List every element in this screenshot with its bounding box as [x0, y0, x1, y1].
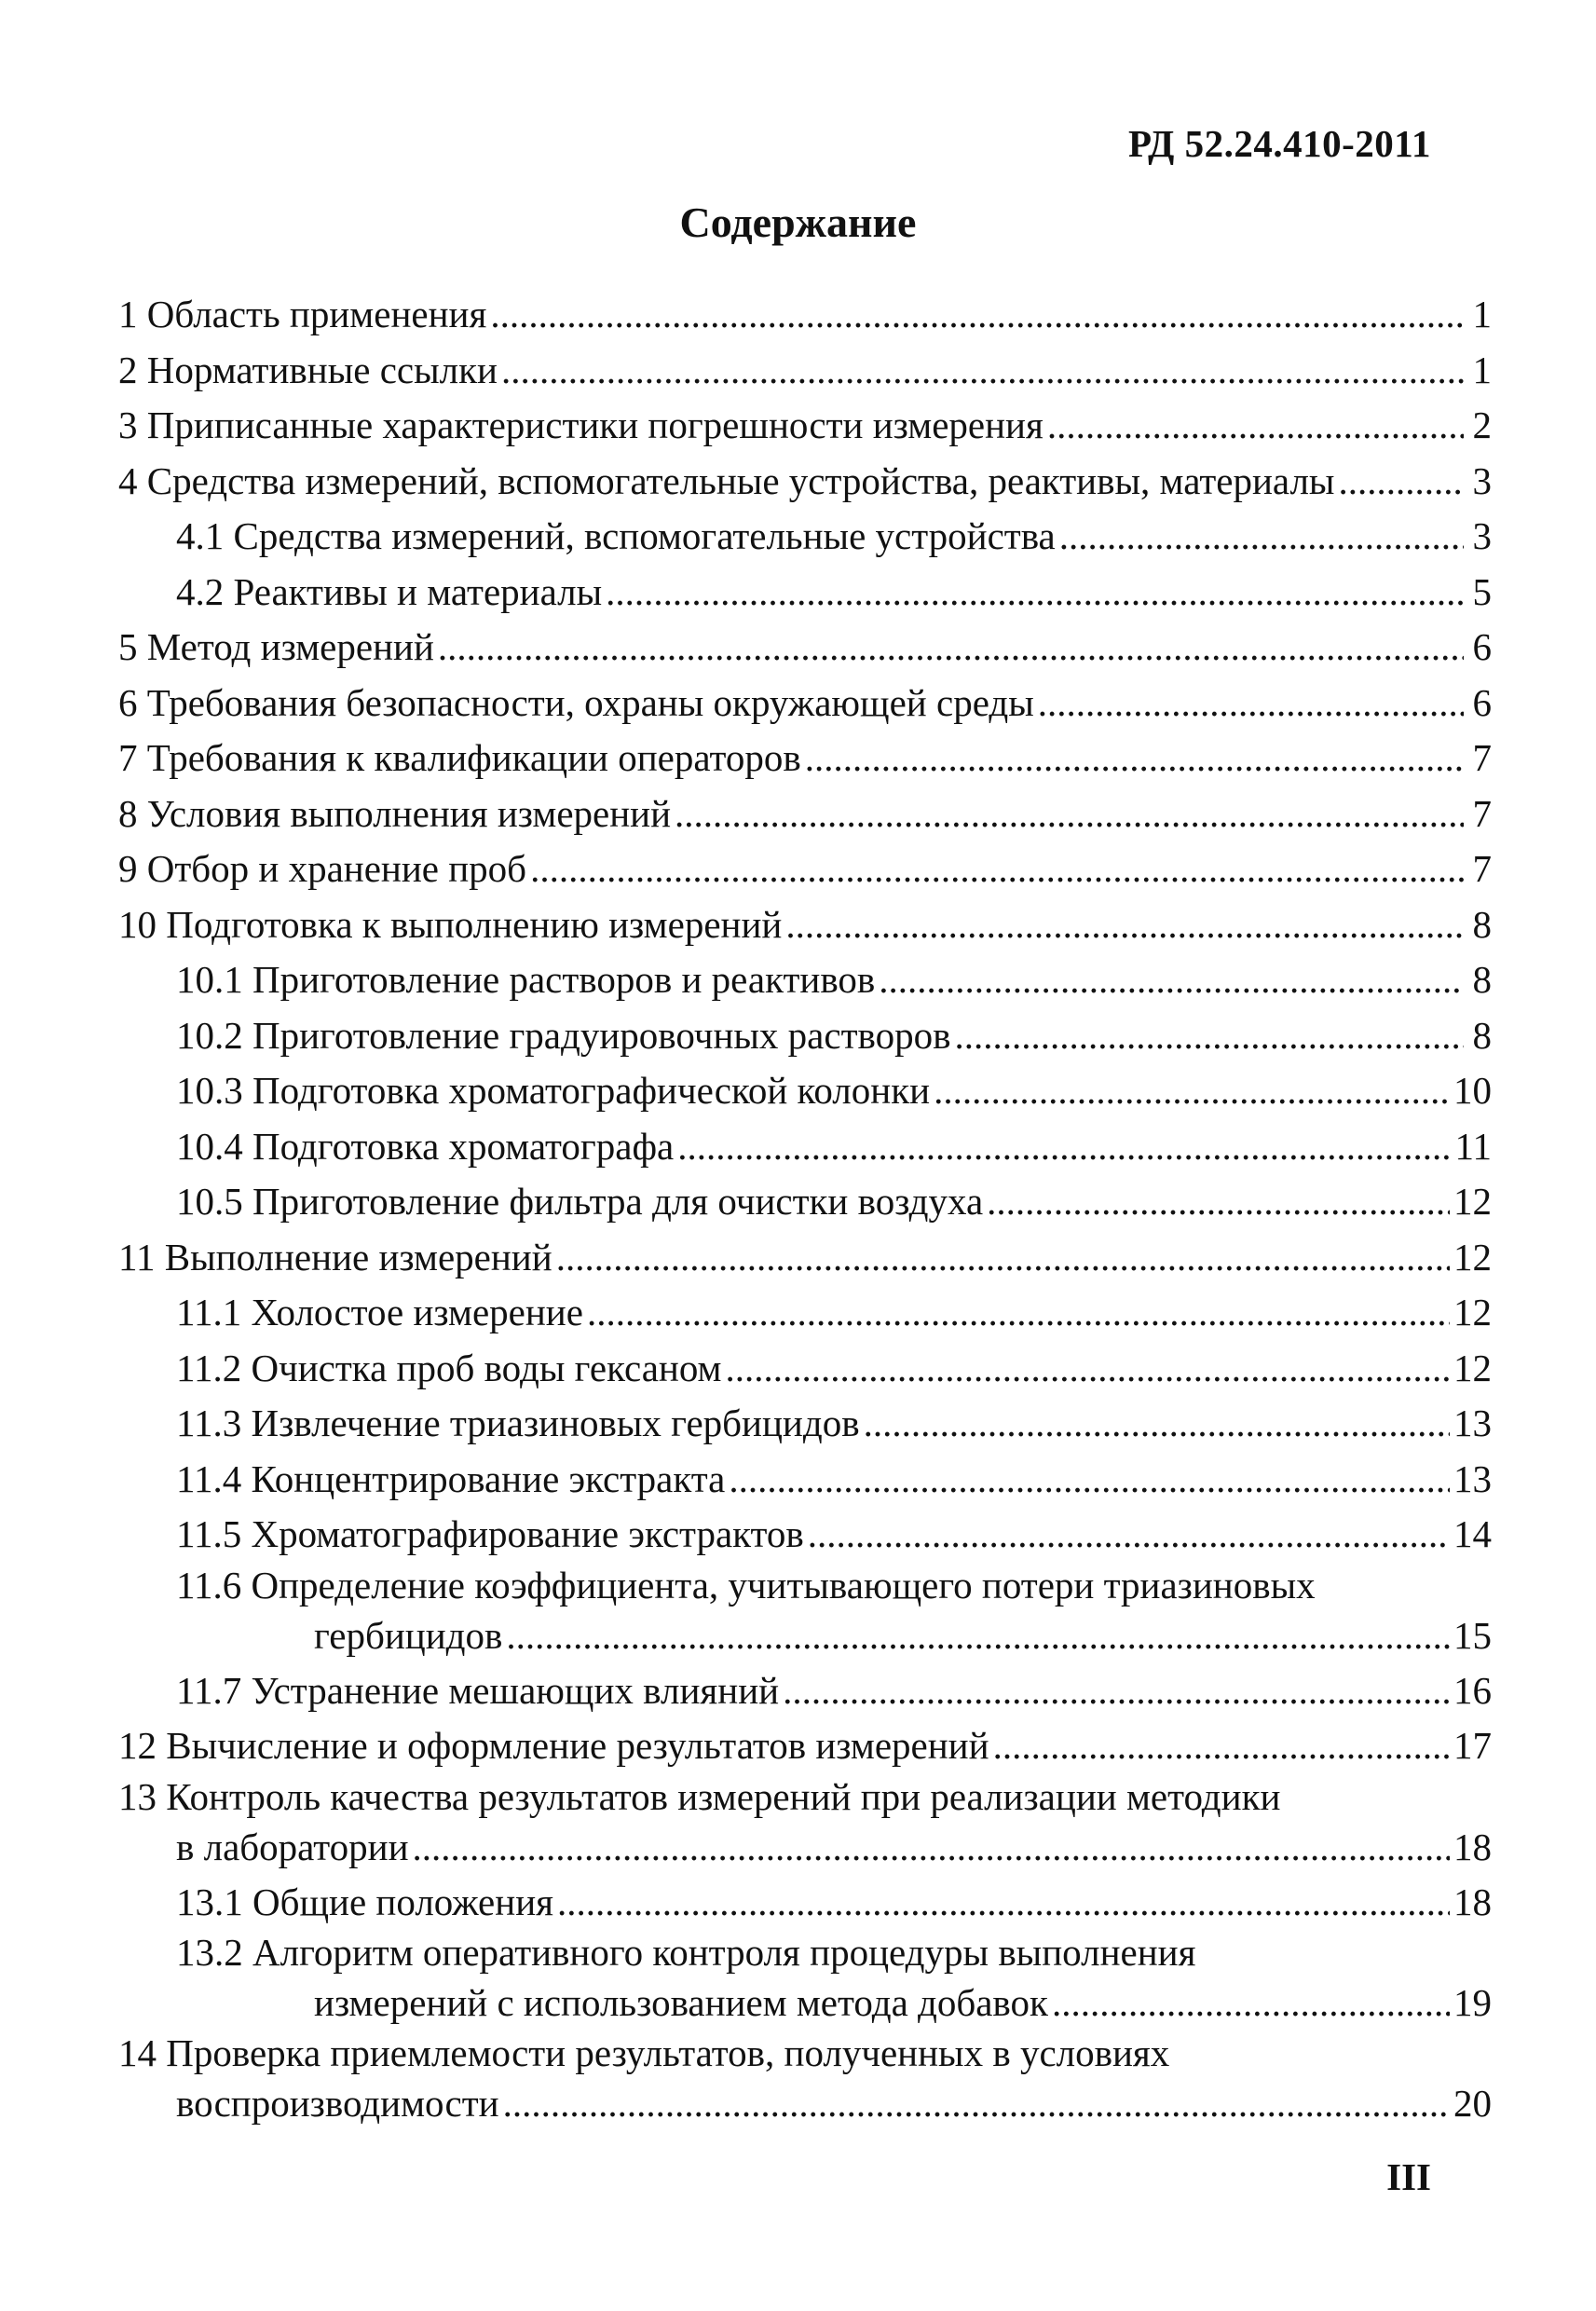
toc-entry-label: 13.1 Общие положения	[176, 1880, 553, 1923]
toc-entry-page: 6	[1472, 625, 1492, 668]
toc-entry-label-continuation: в лаборатории	[176, 1825, 409, 1868]
toc-subentry[interactable]	[118, 1063, 1492, 1119]
toc-entry-page: 18	[1453, 1825, 1492, 1868]
toc-leader-dots	[606, 565, 1464, 621]
toc-entry-label: 4 Средства измерений, вспомогательные устройства, реактивы, материалы	[118, 458, 1335, 502]
toc-entry-page: 14	[1453, 1512, 1492, 1555]
toc-entry[interactable]	[118, 1230, 1492, 1286]
toc-leader-dots	[934, 1063, 1450, 1119]
toc-entry-label: 5 Метод измерений	[118, 625, 434, 668]
toc-entry-label: 1 Область применения	[118, 293, 487, 335]
toc-entry[interactable]	[118, 620, 1492, 676]
toc-entry-page: 12	[1453, 1235, 1492, 1279]
toc-subentry[interactable]	[118, 1563, 1492, 1663]
toc-entry-label: 11.5 Хроматографирование экстрактов	[176, 1512, 804, 1555]
toc-entry-label: 14 Проверка приемлемости результатов, полученных в условиях	[118, 2031, 1170, 2074]
toc-entry-page: 12	[1453, 1291, 1492, 1333]
toc-entry-page: 8	[1472, 958, 1492, 1001]
toc-leader-dots	[587, 1285, 1450, 1341]
toc-entry[interactable]	[118, 731, 1492, 786]
toc-subentry[interactable]	[118, 1285, 1492, 1341]
toc-leader-dots	[864, 1396, 1450, 1452]
toc-entry-label-continuation: гербицидов	[314, 1613, 503, 1657]
toc-leader-dots	[729, 1452, 1450, 1508]
toc-entry-label: 2 Нормативные ссылки	[118, 348, 498, 391]
toc-entry-label: 11.3 Извлечение триазиновых гербицидов	[176, 1402, 860, 1444]
toc-leader-dots	[1047, 398, 1464, 454]
toc-entry-page: 10	[1453, 1069, 1492, 1112]
toc-entry-label: 10.5 Приготовление фильтра для очистки воздуха	[176, 1180, 984, 1223]
toc-entry-label: 8 Условия выполнения измерений	[118, 791, 672, 835]
toc-leader-dots	[530, 841, 1464, 897]
page-title: Содержание	[679, 198, 917, 246]
toc-entry[interactable]	[118, 398, 1492, 454]
toc-entry-label: 13.2 Алгоритм оперативного контроля процедуры выполнения	[176, 1931, 1196, 1974]
toc-entry-page: 2	[1472, 403, 1492, 446]
toc-leader-dots	[805, 731, 1464, 786]
toc-entry[interactable]	[118, 2031, 1492, 2131]
toc-entry-page: 18	[1453, 1880, 1492, 1923]
toc-entry-page: 1	[1472, 348, 1492, 391]
toc-entry-page: 12	[1453, 1180, 1492, 1223]
toc-entry-label: 7 Требования к квалификации операторов	[118, 736, 801, 779]
toc-subentry[interactable]	[118, 1119, 1492, 1175]
toc-entry-page: 11	[1454, 1124, 1492, 1168]
toc-leader-dots	[506, 1607, 1450, 1663]
toc-leader-dots	[438, 620, 1464, 676]
toc-entry-label: 6 Требования безопасности, охраны окружающей среды	[118, 680, 1034, 724]
toc-entry-label: 10.3 Подготовка хроматографической колонки	[176, 1069, 931, 1112]
toc-entry-page: 19	[1453, 1981, 1492, 2024]
toc-leader-dots	[503, 2075, 1450, 2131]
toc-leader-dots	[490, 287, 1464, 343]
toc-leader-dots	[993, 1718, 1450, 1774]
toc-entry[interactable]	[118, 676, 1492, 732]
toc-leader-dots	[675, 786, 1464, 842]
toc-leader-dots	[1338, 454, 1464, 510]
toc-entry-page: 20	[1453, 2082, 1492, 2125]
toc-entry-label: 11 Выполнение измерений	[118, 1235, 552, 1279]
toc-entry-label: 4.1 Средства измерений, вспомогательные устройства	[176, 514, 1056, 557]
toc-entry[interactable]	[118, 786, 1492, 842]
toc-entry-label: 11.1 Холостое измерение	[176, 1291, 583, 1333]
toc-subentry[interactable]	[118, 565, 1492, 621]
page-number-roman: III	[1386, 2155, 1431, 2198]
toc-entry-label: 11.7 Устранение мешающих влияний	[176, 1668, 780, 1712]
toc-entry-label: 10.2 Приготовление градуировочных растворов	[176, 1013, 951, 1057]
toc-leader-dots	[726, 1341, 1451, 1397]
toc-entry-label-continuation: измерений с использованием метода добавок	[314, 1981, 1048, 2024]
toc-entry-page: 7	[1472, 736, 1492, 779]
toc-subentry[interactable]	[118, 1507, 1492, 1563]
toc-entry-page: 7	[1472, 847, 1492, 890]
toc-entry[interactable]	[118, 897, 1492, 953]
toc-entry-label: 9 Отбор и хранение проб	[118, 847, 527, 890]
toc-entry-label: 12 Вычисление и оформление результатов измерений	[118, 1724, 989, 1767]
toc-leader-dots	[677, 1119, 1451, 1175]
toc-entry-page: 7	[1472, 791, 1492, 835]
toc-entry-label: 13 Контроль качества результатов измерений при реализации методики	[118, 1774, 1281, 1818]
toc-leader-dots	[501, 343, 1464, 399]
toc-entry-page: 12	[1453, 1346, 1492, 1389]
toc-entry-page: 3	[1472, 514, 1492, 557]
toc-subentry[interactable]	[118, 1341, 1492, 1397]
toc-leader-dots	[783, 1663, 1450, 1719]
toc-entry-label: 10 Подготовка к выполнению измерений	[118, 902, 783, 946]
toc-entry-page: 3	[1472, 458, 1492, 502]
toc-entry-page: 15	[1453, 1613, 1492, 1657]
toc-leader-dots	[556, 1230, 1450, 1286]
toc-leader-dots	[413, 1819, 1450, 1875]
toc-entry-label: 11.4 Концентрирование экстракта	[176, 1456, 726, 1500]
toc-entry-label: 10.1 Приготовление растворов и реактивов	[176, 958, 876, 1001]
toc-subentry[interactable]	[118, 1008, 1492, 1064]
toc-entry-label-continuation: воспроизводимости	[176, 2082, 499, 2125]
toc-leader-dots	[808, 1507, 1450, 1563]
toc-entry-page: 6	[1472, 680, 1492, 724]
toc-subentry[interactable]	[118, 952, 1492, 1008]
toc-entry-page: 5	[1472, 569, 1492, 613]
toc-entry-page: 17	[1453, 1724, 1492, 1767]
document-code: РД 52.24.410-2011	[1127, 122, 1431, 165]
toc-subentry[interactable]	[118, 1930, 1492, 2031]
toc-subentry[interactable]	[118, 1663, 1492, 1719]
toc-entry-label: 11.2 Очистка проб воды гексаном	[176, 1346, 722, 1389]
toc-leader-dots	[1059, 509, 1464, 565]
toc-entry-page: 8	[1472, 902, 1492, 946]
toc-entry-label: 11.6 Определение коэффициента, учитывающего потери триазиновых	[176, 1563, 1316, 1607]
toc-entry-label: 10.4 Подготовка хроматографа	[176, 1124, 675, 1168]
toc-leader-dots	[785, 897, 1464, 953]
toc-subentry[interactable]	[118, 1396, 1492, 1452]
toc-entry[interactable]	[118, 841, 1492, 897]
toc-leader-dots	[879, 952, 1464, 1008]
toc-entry[interactable]	[118, 454, 1492, 510]
toc-leader-dots	[1038, 676, 1464, 732]
toc-subentry[interactable]	[118, 1875, 1492, 1931]
toc-entry-page: 13	[1453, 1402, 1492, 1444]
table-of-contents	[118, 287, 1492, 2131]
toc-leader-dots	[1052, 1975, 1450, 2031]
toc-entry[interactable]	[118, 343, 1492, 399]
toc-entry[interactable]	[118, 287, 1492, 343]
toc-entry[interactable]	[118, 1718, 1492, 1774]
toc-entry-page: 1	[1472, 293, 1492, 335]
toc-entry-label: 3 Приписанные характеристики погрешности измерения	[118, 403, 1044, 446]
toc-leader-dots	[987, 1174, 1450, 1230]
toc-subentry[interactable]	[118, 1452, 1492, 1508]
toc-entry[interactable]	[118, 1774, 1492, 1875]
toc-subentry[interactable]	[118, 1174, 1492, 1230]
toc-subentry[interactable]	[118, 509, 1492, 565]
toc-leader-dots	[954, 1008, 1464, 1064]
toc-entry-page: 13	[1453, 1456, 1492, 1500]
toc-leader-dots	[557, 1875, 1450, 1931]
toc-entry-page: 16	[1453, 1668, 1492, 1712]
toc-entry-label: 4.2 Реактивы и материалы	[176, 569, 603, 613]
toc-entry-page: 8	[1472, 1013, 1492, 1057]
